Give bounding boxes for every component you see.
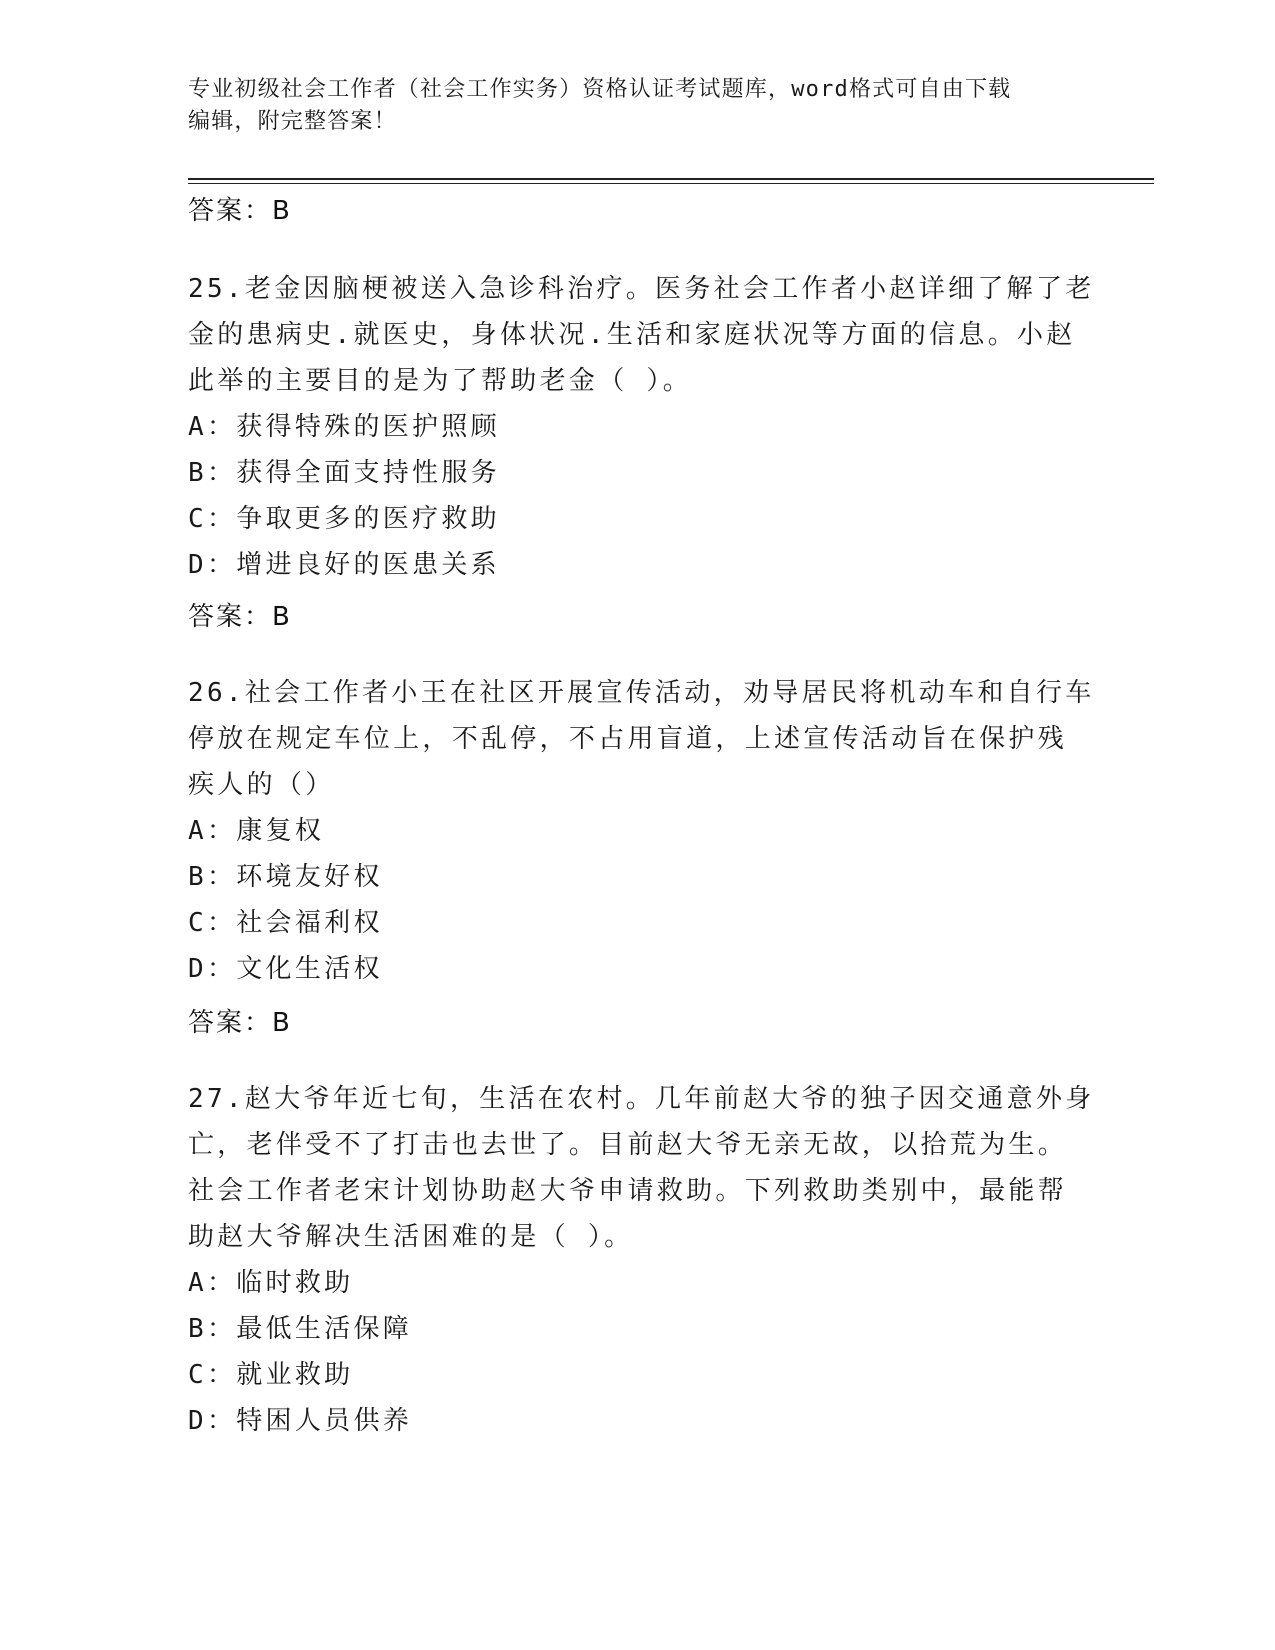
answer-25: 答案：B — [188, 602, 292, 632]
option-a: A：康复权 — [188, 816, 325, 846]
header-line-2: 编辑，附完整答案！ — [188, 109, 397, 134]
option-b: B：获得全面支持性服务 — [188, 458, 500, 488]
option-c: C：就业救助 — [188, 1360, 354, 1390]
question-text-line: 停放在规定车位上，不乱停，不占用盲道，上述宣传活动旨在保护残 — [188, 724, 1068, 754]
option-d: D：文化生活权 — [188, 954, 383, 984]
question-text-line: 社会工作者老宋计划协助赵大爷申请救助。下列救助类别中，最能帮 — [188, 1176, 1068, 1206]
option-a: A：临时救助 — [188, 1268, 354, 1298]
header-line-1: 专业初级社会工作者（社会工作实务）资格认证考试题库，word格式可自由下载 — [188, 77, 1012, 102]
document-header — [188, 74, 1088, 138]
question-text-line: 金的患病史.就医史，身体状况.生活和家庭状况等方面的信息。小赵 — [188, 320, 1076, 350]
option-b: B：环境友好权 — [188, 862, 383, 892]
option-a: A：获得特殊的医护照顾 — [188, 412, 500, 442]
question-text-line: 25.老金因脑梗被送入急诊科治疗。医务社会工作者小赵详细了解了老 — [188, 274, 1095, 304]
answer-previous: 答案：B — [188, 196, 292, 226]
option-d: D：特困人员供养 — [188, 1406, 413, 1436]
option-d: D：增进良好的医患关系 — [188, 550, 500, 580]
option-b: B：最低生活保障 — [188, 1314, 413, 1344]
question-27 — [188, 1076, 1095, 1444]
question-text-line: 27.赵大爷年近七旬，生活在农村。几年前赵大爷的独子因交通意外身 — [188, 1084, 1095, 1114]
header-divider-thin — [188, 183, 1154, 184]
question-text-line: 疾人的（） — [188, 770, 335, 800]
question-text-line: 26.社会工作者小王在社区开展宣传活动，劝导居民将机动车和自行车 — [188, 678, 1095, 708]
header-divider-thick — [188, 178, 1154, 180]
answer-26: 答案：B — [188, 1008, 292, 1038]
question-text-line: 助赵大爷解决生活困难的是（ ）。 — [188, 1222, 634, 1252]
question-text-line: 亡，老伴受不了打击也去世了。目前赵大爷无亲无故，以拾荒为生。 — [188, 1130, 1068, 1160]
question-text-line: 此举的主要目的是为了帮助老金（ ）。 — [188, 366, 693, 396]
option-c: C：社会福利权 — [188, 908, 383, 938]
option-c: C：争取更多的医疗救助 — [188, 504, 500, 534]
question-25 — [188, 266, 1095, 588]
question-26 — [188, 670, 1095, 992]
